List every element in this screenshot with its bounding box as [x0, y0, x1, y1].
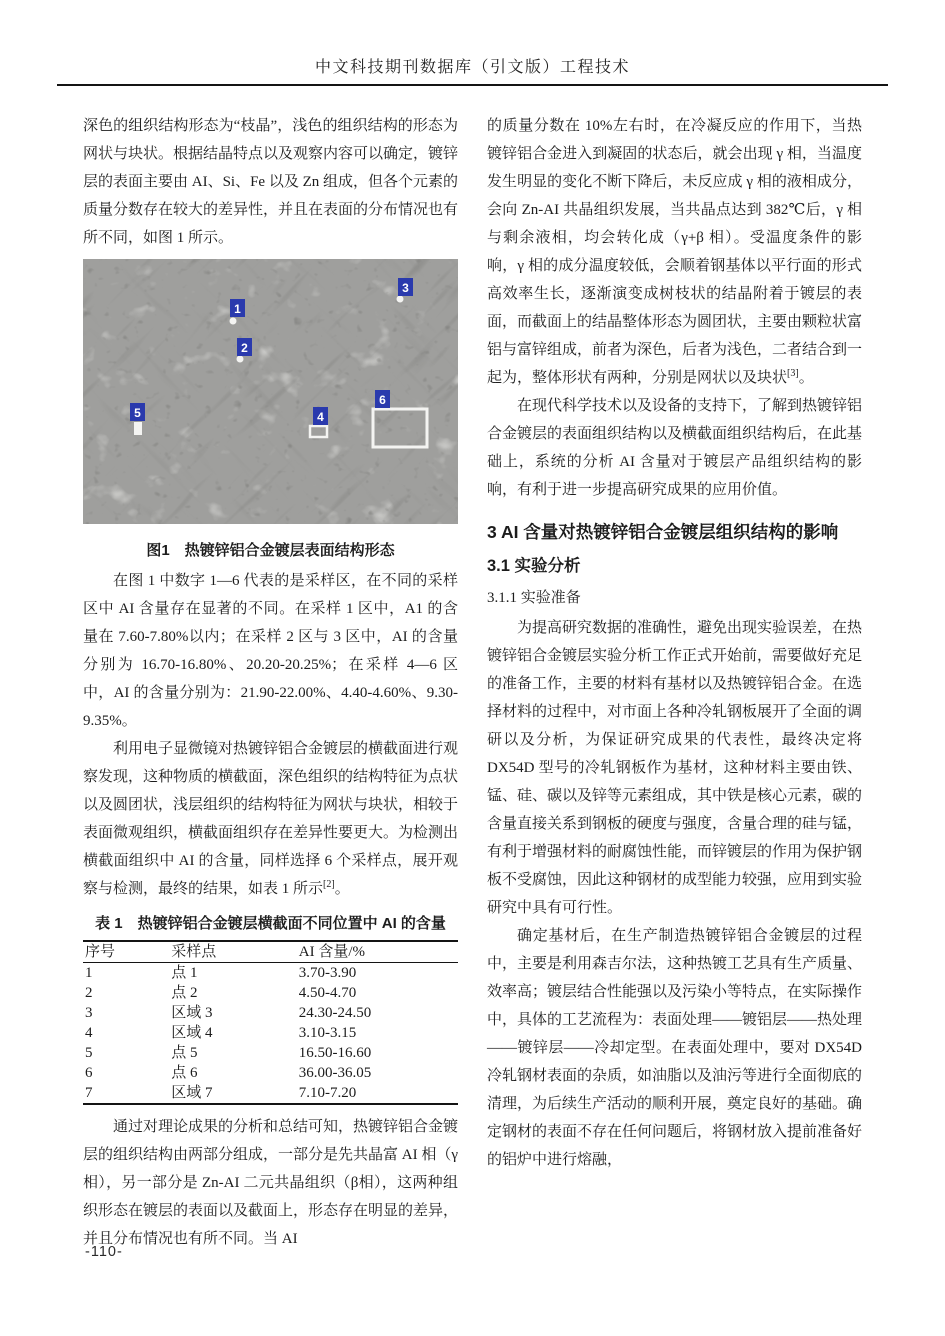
journal-header-title: 中文科技期刊数据库（引文版）工程技术 — [314, 59, 630, 76]
paragraph: 在现代科学技术以及设备的支持下，了解到热镀锌铝合金镀层的表面组织结构以及横截面组织结构后，在此基础上，系统的分析 AI 含量对于镀层产品组织结构的影响，有利于进一步提高研究成果的应用价值。 — [487, 398, 863, 498]
section-heading-3-1: 3.1 实验分析 — [487, 557, 581, 575]
table-cell: 24.30-24.50 — [298, 1005, 372, 1021]
table-cell: 3.10-3.15 — [298, 1025, 357, 1041]
page-number: -110- — [85, 1244, 123, 1260]
table-1 — [83, 940, 458, 1105]
table-cell: 点 2 — [171, 985, 198, 1001]
table-cell: 区域 7 — [171, 1085, 213, 1101]
paragraph: 利用电子显微镜对热镀锌铝合金镀层的横截面进行观察发现，这种物质的横截面，深色组织的结构特征为点状以及圆团状，浅层组织的结构特征为网状与块状，相较于表面微观组织，横截面组织存在差异性要更大。为检测出横截面组织中 AI 的含量，同样选择 6 个采样点，展开观察与检测，最终的结果，如表 1 所示[2]。 — [83, 741, 459, 897]
paragraph: 在图 1 中数字 1—6 代表的是采样区，在不同的采样区中 AI 含量存在显著的不同。在采样 1 区中，A1 的含量在 7.60-7.80%以内；在采样 2 区与 3 区中，AI 的含量分别为 16.70-16.80%、20.20-20.25%；在采样 4—6 区中，AI 的含量分别为：21.90-22.00%、4.40-4.60%、9.30-9.35%。 — [83, 573, 458, 729]
table-cell: 3 — [85, 1005, 93, 1021]
table-cell: 点 5 — [171, 1045, 198, 1061]
table-cell: 5 — [85, 1045, 93, 1061]
table-header-cell: 采样点 — [171, 944, 217, 960]
micrograph-image — [83, 259, 458, 524]
table-cell: 7.10-7.20 — [298, 1085, 357, 1101]
table-cell: 点 6 — [171, 1065, 198, 1081]
paragraph: 通过对理论成果的分析和总结可知，热镀锌铝合金镀层的组织结构由两部分组成，一部分是先共晶富 AI 相（γ相），另一部分是 Zn-AI 二元共晶组织（β相），这两种组织形态在镀层的表面以及截面上，形态存在明显的差异，并且分布情况也有所不同。当 AI — [83, 1119, 459, 1247]
table-row — [83, 983, 458, 1003]
table-row — [83, 1083, 458, 1104]
table-cell: 4 — [85, 1025, 93, 1041]
paragraph: 为提高研究数据的准确性，避免出现实验误差，在热镀锌铝合金镀层实验分析工作正式开始前，需要做好充足的准备工作，主要的材料有基材以及热镀锌铝合金。在选择材料的过程中，对市面上各种冷轧钢板展开了全面的调研以及分析，为保证研究成果的代表性，最终决定将 DX54D 型号的冷轧钢板作为基材，这种材料主要由铁、锰、硅、碳以及锌等元素组成，其中铁是核心元素，碳的含量直接关系到钢板的硬度与强度，含量合理的硅与锰，有利于增强材料的耐腐蚀性能，而锌镀层的作用为保护钢板不受腐蚀，因此这种钢材的成型能力较强，应用到实验研究中具有可行性。 — [487, 620, 863, 916]
svg-text:2: 2 — [241, 341, 248, 355]
figure-1-caption: 图1 热镀锌铝合金镀层表面结构形态 — [146, 542, 395, 559]
table-row — [83, 1003, 458, 1023]
svg-text:3: 3 — [402, 281, 409, 295]
paragraph: 的质量分数在 10%左右时，在冷凝反应的作用下，当热镀锌铝合金进入到凝固的状态后，就会出现 γ 相，当温度发生明显的变化不断下降后，未反应成 γ 相的液相成分，会向 Zn-AI 共晶组织发展，当共晶点达到 382℃后，γ 相与剩余液相，均会转化成（γ+β 相）。受温度条件的影响，γ 相的成分温度较低，会顺着钢基体以平行面的形式高效率生长，逐渐演变成树枝状的结晶附着于镀层的表面，而截面上的结晶整体形态为圆团状，主要由颗粒状富铝与富锌组成，前者为深色，后者为浅色，二者结合到一起为，整体形状有两种，分别是网状以及块状[3]。 — [487, 118, 863, 386]
citation-ref-3: [3] — [787, 368, 799, 379]
paragraph: 确定基材后，在生产制造热镀锌铝合金镀层的过程中，主要是利用森吉尔法，这种热镀工艺具有生产质量、效率高；镀层结合性能强以及污染小等特点，在实际操作中，具体的工艺流程为：表面处理——镀铝层——热处理——镀锌层——冷却定型。在表面处理中，要对 DX54D 冷轧钢材表面的杂质，如油脂以及油污等进行全面彻底的清理，为后续生产活动的顺利开展，奠定良好的基础。确定钢材的表面不存在任何问题后，将钢材放入提前准备好的铝炉中进行熔融， — [487, 928, 863, 1168]
figure-1 — [83, 259, 458, 562]
table-cell: 区域 3 — [171, 1005, 213, 1021]
table-cell: 7 — [85, 1085, 93, 1101]
table-header-cell: AI 含量/% — [298, 944, 365, 960]
right-column — [487, 112, 862, 1253]
table-cell: 区域 4 — [171, 1025, 213, 1041]
page-body — [83, 112, 862, 1253]
table-cell: 6 — [85, 1065, 93, 1081]
table-1-caption: 表 1 热镀锌铝合金镀层横截面不同位置中 AI 的含量 — [95, 915, 446, 932]
table-row — [83, 1063, 458, 1083]
journal-header — [57, 0, 888, 86]
table-cell: 1 — [85, 965, 93, 981]
table-row — [83, 1023, 458, 1043]
table-cell: 36.00-36.05 — [298, 1065, 372, 1081]
table-cell: 点 1 — [171, 965, 198, 981]
table-cell: 16.50-16.60 — [298, 1045, 372, 1061]
table-header-cell: 序号 — [85, 944, 116, 960]
table-header-row — [83, 941, 458, 963]
section-heading-3: 3 AI 含量对热镀锌铝合金镀层组织结构的影响 — [487, 522, 839, 542]
table-cell: 4.50-4.70 — [298, 985, 357, 1001]
table-cell: 3.70-3.90 — [298, 965, 357, 981]
table-cell: 2 — [85, 985, 93, 1001]
svg-text:4: 4 — [317, 410, 324, 424]
svg-text:1: 1 — [234, 302, 241, 316]
svg-text:5: 5 — [134, 406, 141, 420]
citation-ref-2: [2] — [323, 879, 335, 890]
section-heading-3-1-1: 3.1.1 实验准备 — [487, 590, 581, 606]
left-column — [83, 112, 458, 1253]
table-row — [83, 1043, 458, 1063]
table-row — [83, 963, 458, 984]
paragraph: 深色的组织结构形态为“枝晶”，浅色的组织结构的形态为网状与块状。根据结晶特点以及观察内容可以确定，镀锌层的表面主要由 AI、Si、Fe 以及 Zn 组成，但各个元素的质量分数存在较大的差异性，并且在表面的分布情况也有所不同，如图 1 所示。 — [83, 118, 459, 246]
svg-text:6: 6 — [379, 393, 386, 407]
